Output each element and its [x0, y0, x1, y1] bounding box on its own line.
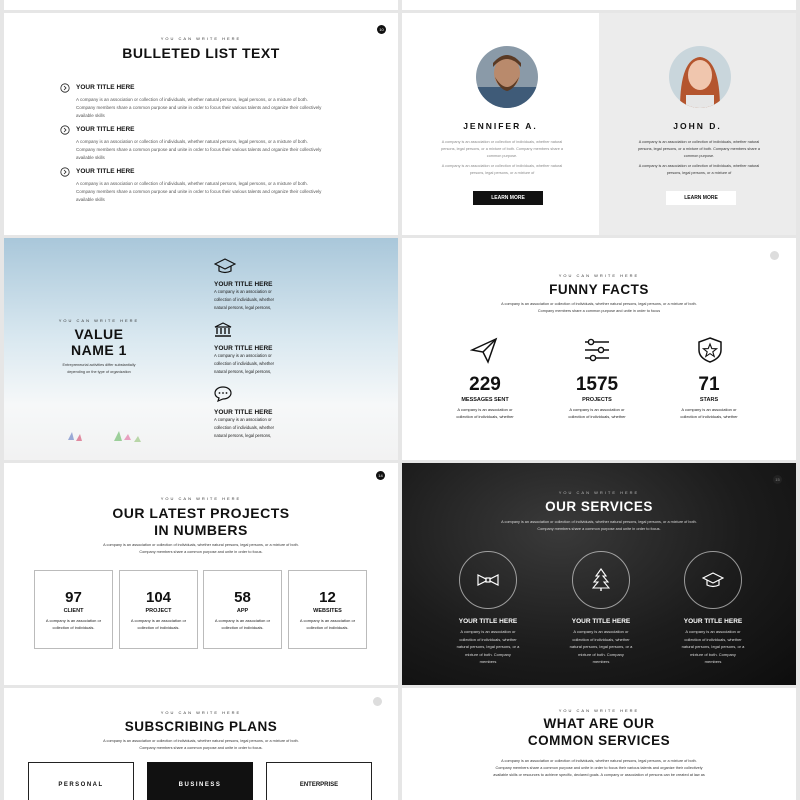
person-bio [624, 139, 774, 177]
stat-value: 229 [469, 374, 501, 395]
graduation-cap-icon [702, 572, 724, 588]
plan-name: PERSONAL [58, 782, 104, 788]
text-line: depending on the type of organization [67, 370, 131, 374]
list-item-title: YOUR TITLE HERE [76, 126, 135, 133]
paper-plane-icon [470, 336, 498, 364]
text-line: A company is an association or [299, 618, 356, 623]
sliders-icon [583, 336, 611, 364]
service-item [551, 618, 651, 666]
value-item-text [214, 352, 324, 376]
text-line: A company is an association or collection of individuals, whether natural persons, legal persons, or a mixture of both. [501, 302, 697, 306]
text-line: collection of individuals. [306, 625, 349, 630]
text-line: A company is an association or [681, 407, 737, 412]
learn-more-button[interactable]: LEARN MORE [473, 191, 543, 205]
service-text [551, 628, 651, 666]
text-line: Company members share a common purpose and unite in order to focus. [537, 527, 661, 531]
learn-more-button[interactable]: LEARN MORE [666, 191, 736, 205]
text-line: A company is an association or collection of individuals, whether natural persons, legal persons, or a mixture of both. [76, 97, 308, 102]
text-line: collection of individuals. [137, 625, 180, 630]
small-caps-label: YOU CAN WRITE HERE [558, 708, 640, 713]
list-item-text [76, 180, 366, 204]
project-stat-box [288, 570, 367, 649]
text-line: Company members share a common purpose and unite in order to focus [537, 309, 661, 313]
slide-title-line: WHAT ARE OUR [543, 716, 655, 731]
slide-title: FUNNY FACTS [549, 282, 649, 297]
list-item-text [76, 138, 366, 162]
page-number: 15 [773, 475, 782, 484]
text-line: mixture of both. Company [690, 651, 736, 657]
text-line: Company members share a common purpose and unite in order to focus their various talents and organize their collectively [76, 105, 322, 110]
text-line: A company is an association or [685, 629, 741, 634]
stat-text [289, 617, 366, 631]
plan-card[interactable] [147, 762, 253, 800]
text-line: A company is an association or collection of individuals, whether natural persons, legal persons, or a mixture of both. [103, 543, 299, 547]
person-name: JOHN D. [673, 121, 722, 131]
service-title: YOUR TITLE HERE [458, 618, 518, 625]
text-line: common purpose. [486, 154, 518, 158]
tree-icon [592, 568, 610, 592]
text-line: collection of individuals, whether [214, 425, 275, 430]
text-line: natural persons, legal persons, [214, 433, 272, 438]
small-caps-label: YOU CAN WRITE HERE [160, 496, 242, 501]
plan-name: ENTERPRISE [299, 782, 339, 788]
slide-subtitle [402, 519, 796, 533]
text-line: collection of individuals, whether [568, 414, 626, 419]
text-line: natural persons, legal persons, or a [456, 644, 520, 649]
value-description [34, 362, 164, 376]
text-line: A company is an association or [573, 629, 629, 634]
previous-slide-strip [402, 0, 796, 10]
text-line: collection of individuals. [221, 625, 264, 630]
text-line: A company is an association or [214, 353, 272, 358]
text-line: collection of individuals, whether [214, 361, 275, 366]
text-line: Entrepreneurial activities differ substantially [62, 363, 136, 367]
value-item-text [214, 288, 324, 312]
value-title-line: NAME 1 [71, 342, 127, 358]
stat-text [659, 406, 759, 420]
slide-latest-projects[interactable] [4, 463, 398, 685]
text-line: A company is an association or [214, 289, 272, 294]
stat-value: 1575 [575, 374, 619, 395]
text-line: A company is an association or [45, 618, 102, 623]
text-line: available skills [76, 155, 105, 160]
small-caps-label: YOU CAN WRITE HERE [160, 710, 242, 715]
stat-value: 97 [65, 589, 82, 606]
stat [435, 374, 535, 420]
text-line: A company is an association or collection of individuals, whether natural persons, legal persons, or a mixture of both. [76, 181, 308, 186]
avatar [668, 45, 732, 109]
text-line: A company is an association or [457, 407, 513, 412]
previous-slide-strip [4, 0, 398, 10]
service-title: YOUR TITLE HERE [571, 618, 631, 625]
stat-text [35, 617, 112, 631]
text-line: Company members share a common purpose and unite in order to focus. [139, 550, 263, 554]
text-line: common purpose. [683, 154, 715, 158]
project-stat-box [203, 570, 282, 649]
page-number [373, 697, 382, 706]
value-item [214, 386, 324, 440]
bank-icon [214, 322, 232, 338]
slide-our-services[interactable] [402, 463, 796, 685]
text-line: A company is an association or collection of individuals, whether natural [441, 164, 563, 168]
stat-label: PROJECT [145, 608, 172, 614]
slide-subtitle [4, 542, 398, 556]
text-line: A company is an association or collection of individuals, whether natural [441, 140, 563, 144]
text-line: mixture of both. Company [578, 651, 624, 657]
text-line: A company is an association or [214, 417, 272, 422]
text-line: available skills [76, 113, 105, 118]
text-line: persons, legal persons, or a mixture of both. Company members share a [441, 147, 563, 151]
person-bio [427, 139, 577, 177]
text-line: natural persons, legal persons, or a [569, 644, 633, 649]
slide-title: BULLETED LIST TEXT [122, 45, 280, 61]
stat-text [120, 617, 197, 631]
text-line: collection of individuals, whether [572, 636, 630, 642]
project-stat-box [119, 570, 198, 649]
text-line: available skills or resources to achieve specific, declared goals. A company or association of persons can be created at law as [493, 773, 705, 777]
text-line: Company members share a common purpose and unite in order to focus. [139, 746, 263, 750]
stat-label: PROJECTS [582, 397, 612, 403]
stat-text [204, 617, 281, 631]
chevron-circle-icon [60, 83, 70, 93]
slide-bulleted-list[interactable] [4, 13, 398, 235]
chevron-circle-icon [60, 167, 70, 177]
text-line: persons, legal persons, or a mixture of [666, 171, 732, 175]
value-item-title: YOUR TITLE HERE [214, 281, 273, 288]
slide-subtitle [402, 758, 796, 779]
value-item-title: YOUR TITLE HERE [214, 409, 273, 416]
value-item-text [214, 416, 324, 440]
service-title: YOUR TITLE HERE [683, 618, 743, 625]
slide-subtitle [402, 301, 796, 315]
text-line: A company is an association or [214, 618, 271, 623]
chat-bubble-icon [214, 386, 232, 402]
chevron-circle-icon [60, 125, 70, 135]
text-line: A company is an association or collection of individuals, whether natural persons, legal persons, or a mixture of both. [76, 139, 308, 144]
person-name: JENNIFER A. [463, 121, 538, 131]
text-line: Company members share a common purpose and unite in order to focus their various talents and organize their collectively [76, 189, 322, 194]
stat-label: STARS [699, 397, 719, 403]
text-line: natural persons, legal persons, [214, 305, 272, 310]
text-line: A company is an association or collection of individuals, whether natural persons, legal persons, or a mixture of both. [103, 739, 299, 743]
text-line: collection of individuals, whether [214, 297, 275, 302]
service-item [438, 618, 538, 666]
list-item-title: YOUR TITLE HERE [76, 84, 135, 91]
plan-name: BUSINESS [178, 782, 222, 788]
text-line: persons, legal persons, or a mixture of [469, 171, 535, 175]
service-item [663, 618, 763, 666]
stat-value: 12 [319, 589, 336, 606]
value-item-title: YOUR TITLE HERE [214, 345, 273, 352]
bow-tie-icon [476, 573, 500, 587]
star-badge-icon [696, 336, 724, 364]
stat-text [547, 406, 647, 420]
text-line: collection of individuals, whether [684, 636, 742, 642]
stat-label: CLIENT [63, 608, 84, 614]
text-line: persons, legal persons, or a mixture of both. Company members share a [638, 147, 760, 151]
stat-value: 104 [145, 589, 172, 606]
flowers-decoration [64, 428, 154, 444]
text-line: natural persons, legal persons, or a [681, 644, 745, 649]
text-line: collection of individuals. [52, 625, 95, 630]
stat-value: 58 [234, 589, 251, 606]
value-item [214, 322, 324, 376]
slide-title-line: IN NUMBERS [154, 522, 248, 538]
stat-label: WEBSITES [313, 608, 342, 614]
stat-text [435, 406, 535, 420]
slide-funny-facts[interactable] [402, 238, 796, 460]
list-item-text [76, 96, 366, 120]
text-line: members [479, 659, 497, 664]
slide-title-line: OUR LATEST PROJECTS [112, 505, 290, 521]
small-caps-label: YOU CAN WRITE HERE [558, 490, 640, 495]
page-number: 14 [376, 471, 385, 480]
text-line: A company is an association or collection of individuals, whether natural persons, legal persons, or a mixture of both. [501, 520, 697, 524]
text-line: collection of individuals, whether [680, 414, 738, 419]
text-line: A company is an association or collection of individuals, whether natural [638, 140, 760, 144]
page-number: 10 [377, 25, 386, 34]
text-line: A company is an association or collection of individuals, whether natural persons, legal persons, or a mixture of both. [501, 759, 697, 763]
value-item [214, 258, 324, 312]
small-caps-label: YOU CAN WRITE HERE [58, 318, 140, 323]
stat [547, 374, 647, 420]
list-item-title: YOUR TITLE HERE [76, 168, 135, 175]
page-number [770, 251, 779, 260]
slide-team[interactable] [402, 13, 796, 235]
text-line: available skills [76, 197, 105, 202]
plan-card[interactable] [28, 762, 134, 800]
slide-title-line: COMMON SERVICES [527, 733, 671, 748]
avatar [475, 45, 539, 109]
slide-common-services[interactable] [402, 688, 796, 800]
project-stat-box [34, 570, 113, 649]
text-line: Company members share a common purpose and unite in order to focus their various talents and organize their collectively [495, 766, 703, 770]
text-line: A company is an association or [130, 618, 187, 623]
slide-subscribing-plans[interactable] [4, 688, 398, 800]
text-line: natural persons, legal persons, [214, 369, 272, 374]
slide-title: SUBSCRIBING PLANS [124, 719, 278, 734]
small-caps-label: YOU CAN WRITE HERE [558, 273, 640, 278]
text-line: collection of individuals, whether [456, 414, 514, 419]
value-title-line: VALUE [74, 326, 124, 342]
small-caps-label: YOU CAN WRITE HERE [160, 36, 242, 41]
text-line: A company is an association or collection of individuals, whether natural [638, 164, 760, 168]
slide-value[interactable] [4, 238, 398, 460]
service-text [663, 628, 763, 666]
slide-title: OUR SERVICES [545, 499, 653, 514]
stat-value: 71 [698, 374, 720, 395]
stat-label: APP [236, 608, 249, 614]
slide-subtitle [4, 738, 398, 752]
stat [659, 374, 759, 420]
stat-label: MESSAGES SENT [461, 397, 509, 403]
service-text [438, 628, 538, 666]
text-line: collection of individuals, whether [459, 636, 517, 642]
text-line: A company is an association or [569, 407, 625, 412]
text-line: mixture of both. Company [465, 651, 511, 657]
text-line: members [592, 659, 610, 664]
text-line: Company members share a common purpose and unite in order to focus their various talents and organize their collectively [76, 147, 322, 152]
plan-card[interactable] [266, 762, 372, 800]
graduation-cap-icon [214, 258, 236, 274]
text-line: members [704, 659, 722, 664]
text-line: A company is an association or [460, 629, 516, 634]
